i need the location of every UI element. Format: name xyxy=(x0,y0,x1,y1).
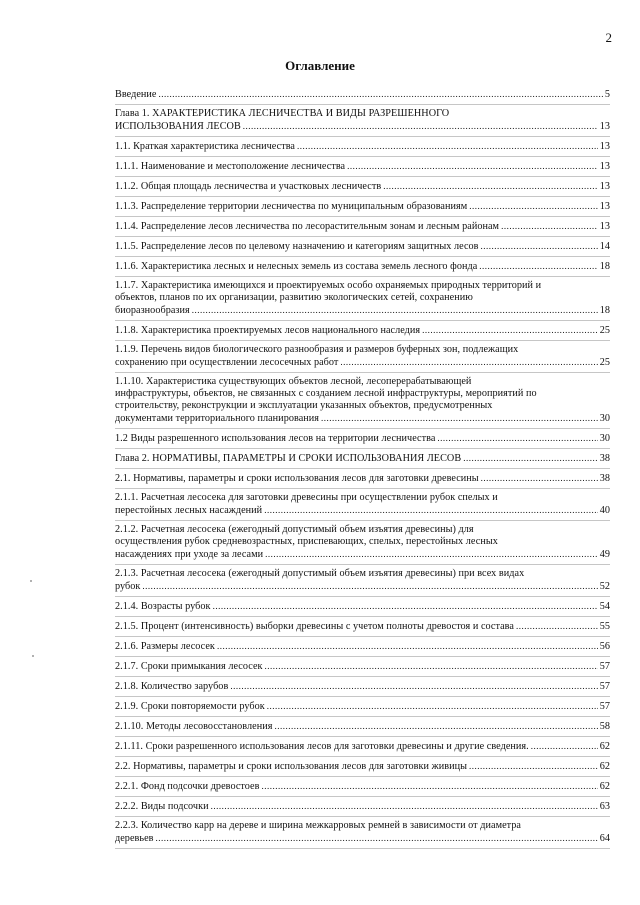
toc-entry-title: 2.1.7. Сроки примыкания лесосек xyxy=(115,661,263,672)
toc-entry-title: 1.2 Виды разрешенного использования лесов на территории лесничества xyxy=(115,433,436,444)
dot-leader xyxy=(469,200,597,212)
page-number: 2 xyxy=(605,30,612,45)
margin-mark xyxy=(30,580,32,582)
toc-page-number: 38 xyxy=(599,453,610,464)
toc-page-number: 25 xyxy=(599,325,610,336)
toc-page-number: 55 xyxy=(599,621,610,632)
toc-page-number: 13 xyxy=(599,221,610,232)
dot-leader xyxy=(261,780,597,792)
dot-leader xyxy=(230,680,597,692)
toc-entry-text-line: 1.1.10. Характеристика существующих объектов лесной, лесоперерабатывающей xyxy=(115,376,472,387)
toc-entry-title: 2.1.11. Сроки разрешенного использования лесов для заготовки древесины и другие сведения. xyxy=(115,741,529,752)
toc-entry-title: ИСПОЛЬЗОВАНИЯ ЛЕСОВ xyxy=(115,121,241,132)
toc-entry-title: 1.1.5. Распределение лесов по целевому назначению и категориям защитных лесов xyxy=(115,241,479,252)
table-of-contents xyxy=(115,85,610,849)
toc-page-number: 5 xyxy=(604,89,610,100)
toc-entry-title: рубок xyxy=(115,581,141,592)
toc-page-number: 13 xyxy=(599,201,610,212)
toc-page-number: 38 xyxy=(599,473,610,484)
toc-entry[interactable] xyxy=(115,717,610,737)
toc-page-number: 40 xyxy=(599,505,610,516)
dot-leader xyxy=(516,620,598,632)
toc-entry-text-line: 2.1.3. Расчетная лесосека (ежегодный допустимый объем изъятия древесины) при всех видах xyxy=(115,568,525,579)
toc-page-number: 13 xyxy=(599,161,610,172)
toc-entry[interactable] xyxy=(115,85,610,105)
toc-page-number: 49 xyxy=(599,549,610,560)
toc-entry[interactable] xyxy=(115,657,610,677)
toc-entry-title: документами территориального планирования xyxy=(115,413,320,424)
toc-entry-text-line: 2.1.1. Расчетная лесосека для заготовки древесины при осуществлении рубок спелых и xyxy=(115,492,498,503)
toc-page-number: 57 xyxy=(599,681,610,692)
toc-entry-title: перестойных лесных насаждений xyxy=(115,505,263,516)
dot-leader xyxy=(321,412,598,424)
dot-leader xyxy=(347,160,598,172)
toc-entry[interactable] xyxy=(115,257,610,277)
toc-page-number: 58 xyxy=(599,721,610,732)
toc-page-number: 52 xyxy=(599,581,610,592)
toc-entry[interactable] xyxy=(115,737,610,757)
toc-entry[interactable] xyxy=(115,817,610,849)
dot-leader xyxy=(469,760,598,772)
dot-leader xyxy=(156,832,598,844)
dot-leader xyxy=(422,324,598,336)
toc-entry[interactable] xyxy=(115,777,610,797)
toc-entry[interactable] xyxy=(115,341,610,373)
toc-page-number: 62 xyxy=(599,741,610,752)
dot-leader xyxy=(340,356,597,368)
toc-entry[interactable] xyxy=(115,105,610,137)
toc-page-number: 63 xyxy=(599,801,610,812)
toc-page-number: 13 xyxy=(599,181,610,192)
toc-entry-title: деревьев xyxy=(115,833,154,844)
toc-entry-text-line: 1.1.7. Характеристика имеющихся и проектируемых особо охраняемых природных территорий и xyxy=(115,280,542,291)
toc-entry-title: 1.1.2. Общая площадь лесничества и участковых лесничеств xyxy=(115,181,382,192)
dot-leader xyxy=(158,88,602,100)
toc-entry-title: 2.1.9. Сроки повторяемости рубок xyxy=(115,701,265,712)
toc-page-number: 57 xyxy=(599,701,610,712)
dot-leader xyxy=(267,700,598,712)
toc-entry[interactable] xyxy=(115,489,610,521)
toc-entry-title: Введение xyxy=(115,89,157,100)
toc-entry-title: 1.1.6. Характеристика лесных и нелесных земель из состава земель лесного фонда xyxy=(115,261,478,272)
toc-page-number: 13 xyxy=(599,121,610,132)
toc-page-number: 14 xyxy=(599,241,610,252)
toc-entry[interactable] xyxy=(115,469,610,489)
toc-entry[interactable] xyxy=(115,797,610,817)
toc-page-number: 18 xyxy=(599,305,610,316)
toc-page-number: 30 xyxy=(599,413,610,424)
toc-entry-text-line: 1.1.9. Перечень видов биологического разнообразия и размеров буферных зон, подлежащих xyxy=(115,344,519,355)
dot-leader xyxy=(211,800,598,812)
dot-leader xyxy=(243,120,598,132)
toc-page-number: 62 xyxy=(599,761,610,772)
toc-entry-title: 1.1.8. Характеристика проектируемых лесов национального наследия xyxy=(115,325,421,336)
toc-entry-title: 2.1.5. Процент (интенсивность) выборки древесины с учетом полноты древостоя и состава xyxy=(115,621,514,632)
toc-page-number: 18 xyxy=(599,261,610,272)
toc-entry-text-line: инфраструктуры, объектов, не связанных с созданием лесной инфраструктуры, мероприятий по xyxy=(115,388,537,399)
toc-page-number: 64 xyxy=(599,833,610,844)
toc-entry-title: 2.2. Нормативы, параметры и сроки использования лесов для заготовки живицы xyxy=(115,761,467,772)
toc-entry[interactable] xyxy=(115,449,610,469)
toc-entry[interactable] xyxy=(115,429,610,449)
toc-entry[interactable] xyxy=(115,757,610,777)
dot-leader xyxy=(265,660,598,672)
toc-entry[interactable] xyxy=(115,137,610,157)
toc-page-number: 56 xyxy=(599,641,610,652)
toc-page-number: 57 xyxy=(599,661,610,672)
toc-entry-text-line: 2.1.2. Расчетная лесосека (ежегодный допустимый объем изъятия древесины) для xyxy=(115,524,474,535)
toc-entry[interactable] xyxy=(115,197,610,217)
toc-entry-title: насаждениях при уходе за лесами xyxy=(115,549,264,560)
toc-entry-title: сохранению при осуществлении лесосечных работ xyxy=(115,357,339,368)
toc-entry-title: 2.2.1. Фонд подсочки древостоев xyxy=(115,781,260,792)
toc-entry-text-line: 2.2.3. Количество карр на дереве и ширина межкарровых ремней в зависимости от диаметра xyxy=(115,820,521,831)
toc-entry[interactable] xyxy=(115,237,610,257)
toc-entry-title: 1.1.3. Распределение территории лесничества по муниципальным образованиям xyxy=(115,201,468,212)
toc-entry[interactable] xyxy=(115,157,610,177)
toc-entry[interactable] xyxy=(115,677,610,697)
toc-entry[interactable] xyxy=(115,217,610,237)
dot-leader xyxy=(192,304,598,316)
toc-entry[interactable] xyxy=(115,617,610,637)
toc-entry-title: 2.1.6. Размеры лесосек xyxy=(115,641,215,652)
page-title: Оглавление xyxy=(285,58,355,73)
toc-entry-title: 2.1.8. Количество зарубов xyxy=(115,681,229,692)
toc-entry-title: 2.2.2. Виды подсочки xyxy=(115,801,209,812)
toc-page-number: 54 xyxy=(599,601,610,612)
dot-leader xyxy=(481,472,598,484)
dot-leader xyxy=(437,432,597,444)
toc-entry-text-line: объектов, планов по их организации, развитию экологических сетей, сохранению xyxy=(115,292,473,303)
toc-entry[interactable] xyxy=(115,373,610,429)
dot-leader xyxy=(142,580,597,592)
toc-entry-text-line: Глава 1. ХАРАКТЕРИСТИКА ЛЕСНИЧЕСТВА И ВИДЫ РАЗРЕШЕННОГО xyxy=(115,108,450,119)
toc-entry[interactable] xyxy=(115,565,610,597)
dot-leader xyxy=(481,240,598,252)
toc-entry[interactable] xyxy=(115,177,610,197)
toc-entry-title: 1.1.4. Распределение лесов лесничества по лесорастительным зонам и лесным районам xyxy=(115,221,500,232)
toc-entry-title: 2.1. Нормативы, параметры и сроки использования лесов для заготовки древесины xyxy=(115,473,479,484)
margin-mark xyxy=(32,655,34,657)
toc-entry[interactable] xyxy=(115,637,610,657)
toc-entry-title: 1.1. Краткая характеристика лесничества xyxy=(115,141,296,152)
toc-entry-title: Глава 2. НОРМАТИВЫ, ПАРАМЕТРЫ И СРОКИ ИСПОЛЬЗОВАНИЯ ЛЕСОВ xyxy=(115,453,462,464)
toc-entry[interactable] xyxy=(115,597,610,617)
dot-leader xyxy=(297,140,598,152)
toc-entry-title: 1.1.1. Наименование и местоположение лесничества xyxy=(115,161,346,172)
dot-leader xyxy=(264,504,598,516)
dot-leader xyxy=(463,452,598,464)
toc-page-number: 25 xyxy=(599,357,610,368)
toc-entry-text-line: строительству, реконструкции и эксплуатации указанных объектов, предусмотренных xyxy=(115,400,493,411)
toc-entry[interactable] xyxy=(115,697,610,717)
dot-leader xyxy=(213,600,598,612)
toc-entry-text-line: осуществления рубок средневозрастных, приспевающих, спелых, перестойных лесных xyxy=(115,536,498,547)
toc-page-number: 13 xyxy=(599,141,610,152)
dot-leader xyxy=(479,260,597,272)
dot-leader xyxy=(274,720,597,732)
toc-entry[interactable] xyxy=(115,277,610,321)
toc-page-number: 30 xyxy=(599,433,610,444)
dot-leader xyxy=(501,220,598,232)
dot-leader xyxy=(217,640,598,652)
toc-entry-title: 2.1.10. Методы лесовосстановления xyxy=(115,721,273,732)
dot-leader xyxy=(531,740,598,752)
dot-leader xyxy=(265,548,598,560)
toc-entry-title: биоразнообразия xyxy=(115,305,190,316)
toc-entry[interactable] xyxy=(115,321,610,341)
dot-leader xyxy=(383,180,598,192)
toc-entry[interactable] xyxy=(115,521,610,565)
toc-entry-title: 2.1.4. Возрасты рубок xyxy=(115,601,211,612)
toc-page-number: 62 xyxy=(599,781,610,792)
